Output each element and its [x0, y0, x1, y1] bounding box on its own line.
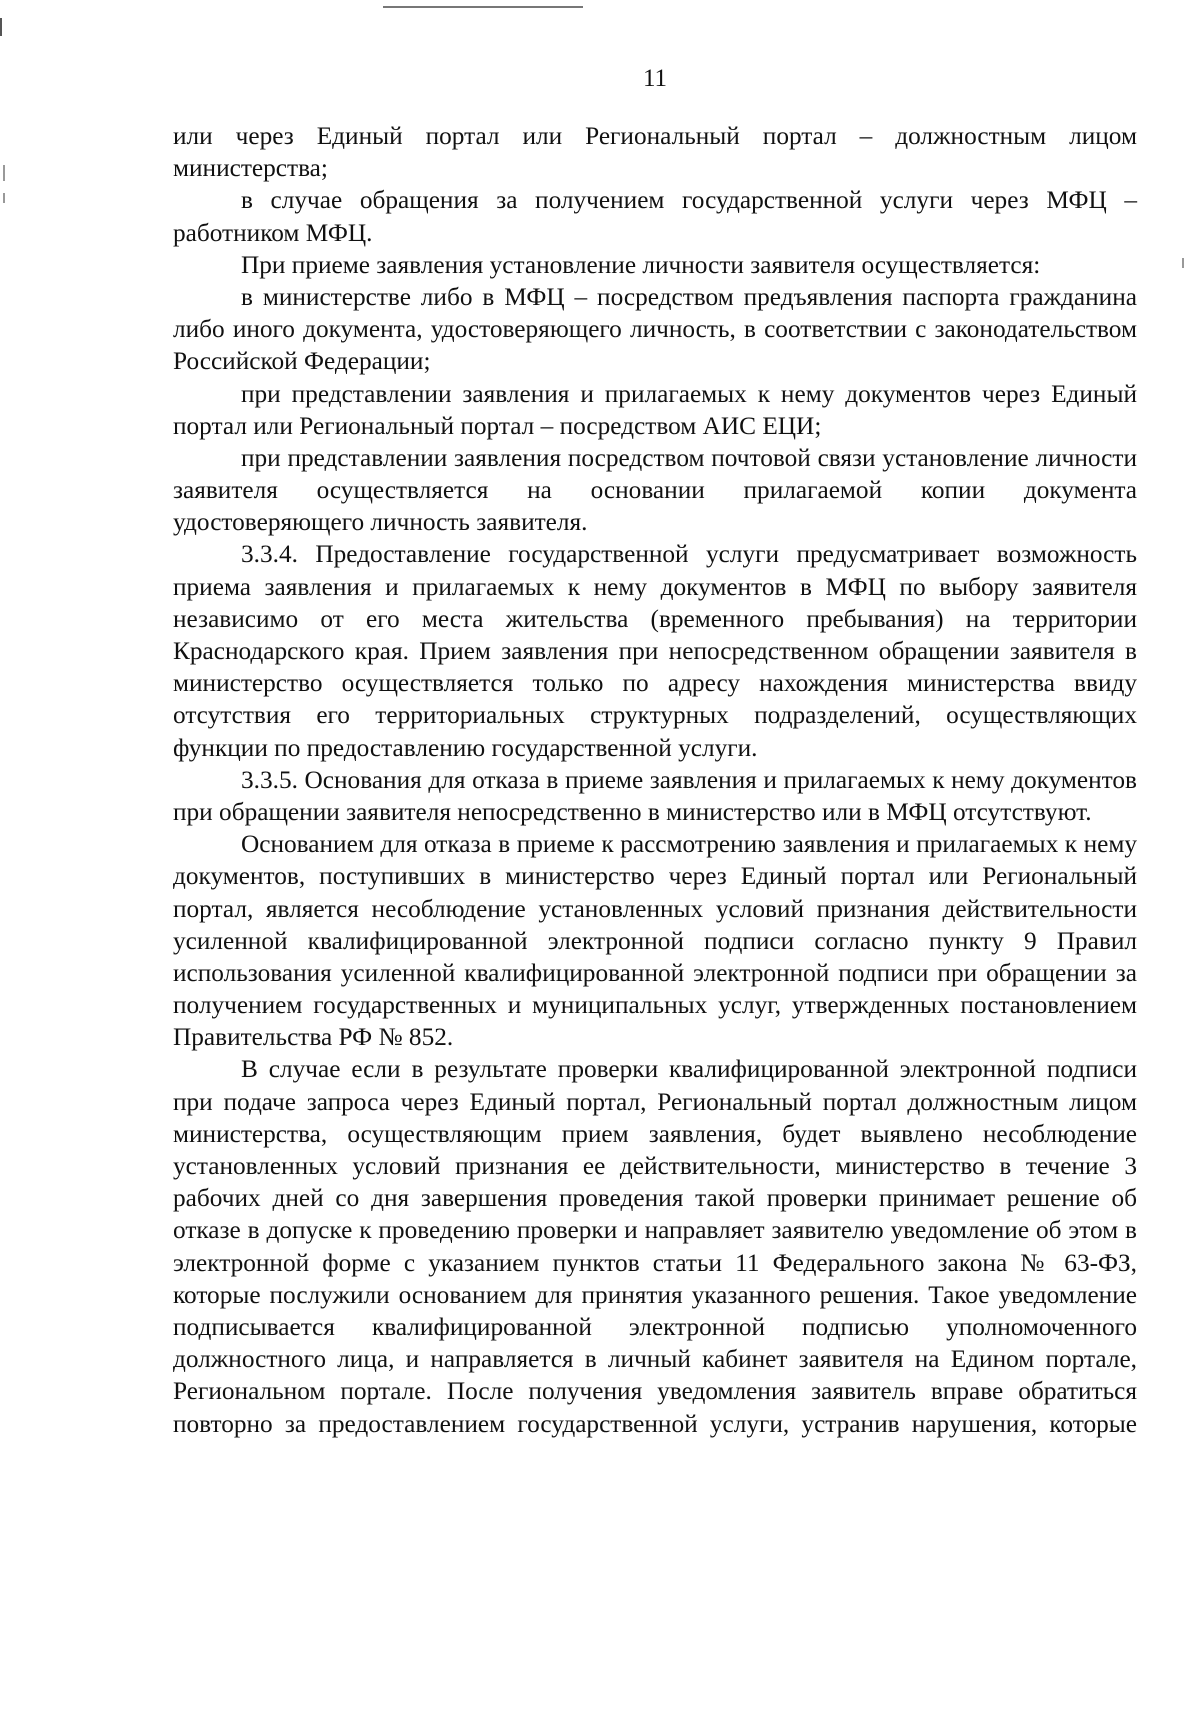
paragraph-9: Основанием для отказа в приеме к рассмотрению заявления и прилагаемых к нему документов, поступивших в министерство через Единый портал или Региональный портал, является несоблюдение установленных условий признания действительности усиленной квалифицированной электронной подписи согласно пункту 9 Правил использования усиленной квалифицированной электронной подписи при обращении за получением государственных и муниципальных услуг, утвержденных постановлением Правительства РФ № 852.	[173, 830, 1137, 1052]
scan-right-mark	[1182, 258, 1184, 268]
scan-left-mark	[3, 193, 5, 203]
paragraph-5: при представлении заявления и прилагаемых к нему документов через Единый портал или Региональный портал – посредством АИС ЕЦИ;	[173, 379, 1137, 440]
paragraph-10: В случае если в результате проверки квалифицированной электронной подписи при подаче запроса через Единый портал, Региональный портал должностным лицом министерства, осуществляющим прием заявления, будет выявлено несоблюдение установленных условий признания ее действительности, министерство в течение 3 рабочих дней со дня завершения проведения такой проверки принимает решение об отказе в допуске к проведению проверки и направляет заявителю уведомление об этом в электронной форме с указанием пунктов статьи 11 Федерального закона № 63-ФЗ, которые послужили основанием для принятия указанного решения. Такое уведомление подписывается квалифицированной электронной подписью уполномоченного должностного лица, и направляется в личный кабинет заявителя на Едином портале, Региональном портале. После получения уведомления заявитель вправе обратиться повторно за предоставлением государственной услуги, устранив нарушения, которые	[173, 1055, 1137, 1438]
document-body	[173, 120, 1137, 1440]
paragraph-1: или через Единый портал или Региональный портал – должностным лицом министерства;	[173, 122, 1137, 183]
paragraph-3: При приеме заявления установление личности заявителя осуществляется:	[241, 250, 1041, 279]
page-number: 11	[642, 65, 668, 92]
scan-left-mark	[0, 18, 2, 36]
scan-left-mark	[3, 165, 5, 181]
paragraph-8: 3.3.5. Основания для отказа в приеме заявления и прилагаемых к нему документов при обращении заявителя непосредственно в министерство или в МФЦ отсутствуют.	[173, 765, 1137, 826]
scan-top-rule	[383, 6, 583, 8]
paragraph-6: при представлении заявления посредством почтовой связи установление личности заявителя осуществляется на основании прилагаемой копии документа удостоверяющего личность заявителя.	[173, 443, 1137, 537]
paragraph-4: в министерстве либо в МФЦ – посредством предъявления паспорта гражданина либо иного документа, удостоверяющего личность, в соответствии с законодательством Российской Федерации;	[173, 282, 1137, 376]
paragraph-7: 3.3.4. Предоставление государственной услуги предусматривает возможность приема заявления и прилагаемых к нему документов в МФЦ по выбору заявителя независимо от его места жительства (временного пребывания) на территории Краснодарского края. Прием заявления при непосредственном обращении заявителя в министерство осуществляется только по адресу нахождения министерства ввиду отсутствия его территориальных структурных подразделений, осуществляющих функции по предоставлению государственной услуги.	[173, 540, 1137, 762]
paragraph-2: в случае обращения за получением государственной услуги через МФЦ – работником МФЦ.	[173, 186, 1137, 247]
